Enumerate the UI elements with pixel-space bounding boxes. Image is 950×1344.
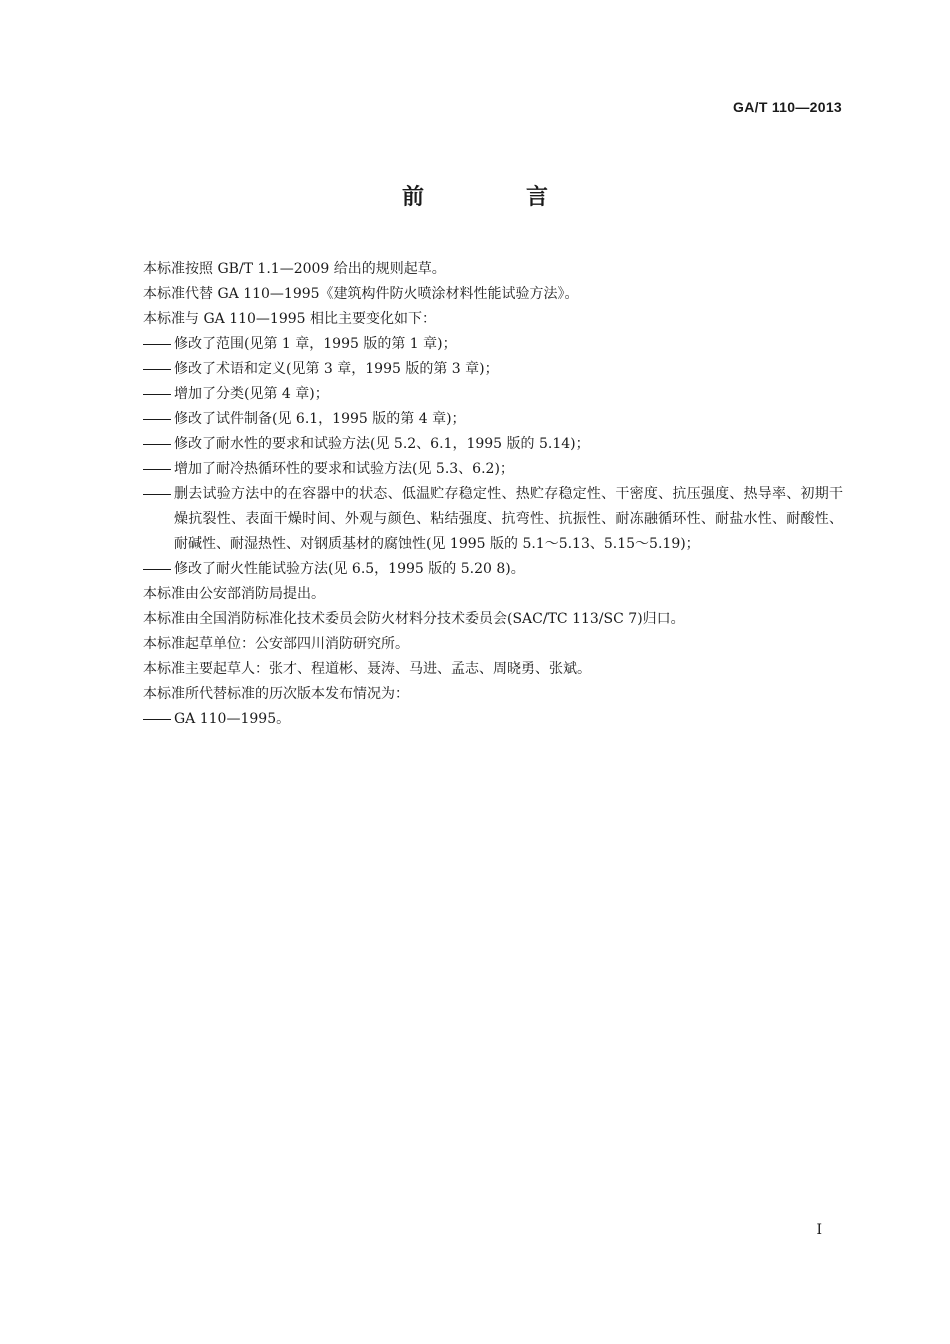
change-item <box>143 557 843 582</box>
page-title: 前 言 <box>401 185 588 210</box>
change-item <box>143 382 843 407</box>
dash-marker <box>143 332 174 357</box>
change-item <box>143 332 843 357</box>
change-item <box>143 482 843 557</box>
paragraph-changes-intro: 本标准与 GA 110—1995 相比主要变化如下： <box>143 311 436 327</box>
change-item-text: 删去试验方法中的在容器中的状态、低温贮存稳定性、热贮存稳定性、干密度、抗压强度、热导率、初期干燥抗裂性、表面干燥时间、外观与颜色、粘结强度、抗弯性、抗振性、耐冻融循环性、耐盐水性、耐酸性、耐碱性、耐湿热性、对钢质基材的腐蚀性(见 1995 版的 5.1～5.13、5.15～5.19)； <box>174 486 843 552</box>
history-item <box>143 707 843 732</box>
dash-marker <box>143 407 174 432</box>
paragraph-committee: 本标准由全国消防标准化技术委员会防火材料分技术委员会(SAC/TC 113/SC 7)归口。 <box>143 611 685 627</box>
change-item-text: 修改了试件制备(见 6.1，1995 版的第 4 章)； <box>174 411 466 427</box>
change-item-text: 增加了耐冷热循环性的要求和试验方法(见 5.3、6.2)； <box>174 461 514 477</box>
dash-marker <box>143 432 174 457</box>
dash-marker <box>143 357 174 382</box>
change-item <box>143 407 843 432</box>
change-item-text: 修改了耐火性能试验方法(见 6.5，1995 版的 5.20 8)。 <box>174 561 525 577</box>
change-item <box>143 457 843 482</box>
paragraph-drafting-unit: 本标准起草单位：公安部四川消防研究所。 <box>143 636 409 652</box>
dash-marker <box>143 382 174 407</box>
change-item-text: 修改了耐水性的要求和试验方法(见 5.2、6.1，1995 版的 5.14)； <box>174 436 590 452</box>
paragraph-drafting-rules: 本标准按照 GB/T 1.1—2009 给出的规则起草。 <box>143 261 446 277</box>
paragraph-history-intro: 本标准所代替标准的历次版本发布情况为： <box>143 686 409 702</box>
change-item-text: 增加了分类(见第 4 章)； <box>174 386 329 402</box>
paragraph-replaces: 本标准代替 GA 110—1995《建筑构件防火喷涂材料性能试验方法》。 <box>143 286 579 302</box>
paragraph-proposer: 本标准由公安部消防局提出。 <box>143 586 325 602</box>
history-item-text: GA 110—1995。 <box>174 711 291 727</box>
change-item-text: 修改了术语和定义(见第 3 章，1995 版的第 3 章)； <box>174 361 499 377</box>
dash-marker <box>143 457 174 482</box>
change-item <box>143 432 843 457</box>
foreword-body <box>143 257 843 732</box>
change-item <box>143 357 843 382</box>
dash-marker <box>143 557 174 582</box>
dash-marker <box>143 482 174 507</box>
page-number: I <box>816 1222 822 1238</box>
paragraph-drafters: 本标准主要起草人：张才、程道彬、聂涛、马进、孟志、周晓勇、张斌。 <box>143 661 591 677</box>
standard-code: GA/T 110—2013 <box>733 99 842 115</box>
change-item-text: 修改了范围(见第 1 章，1995 版的第 1 章)； <box>174 336 457 352</box>
dash-marker <box>143 707 174 732</box>
